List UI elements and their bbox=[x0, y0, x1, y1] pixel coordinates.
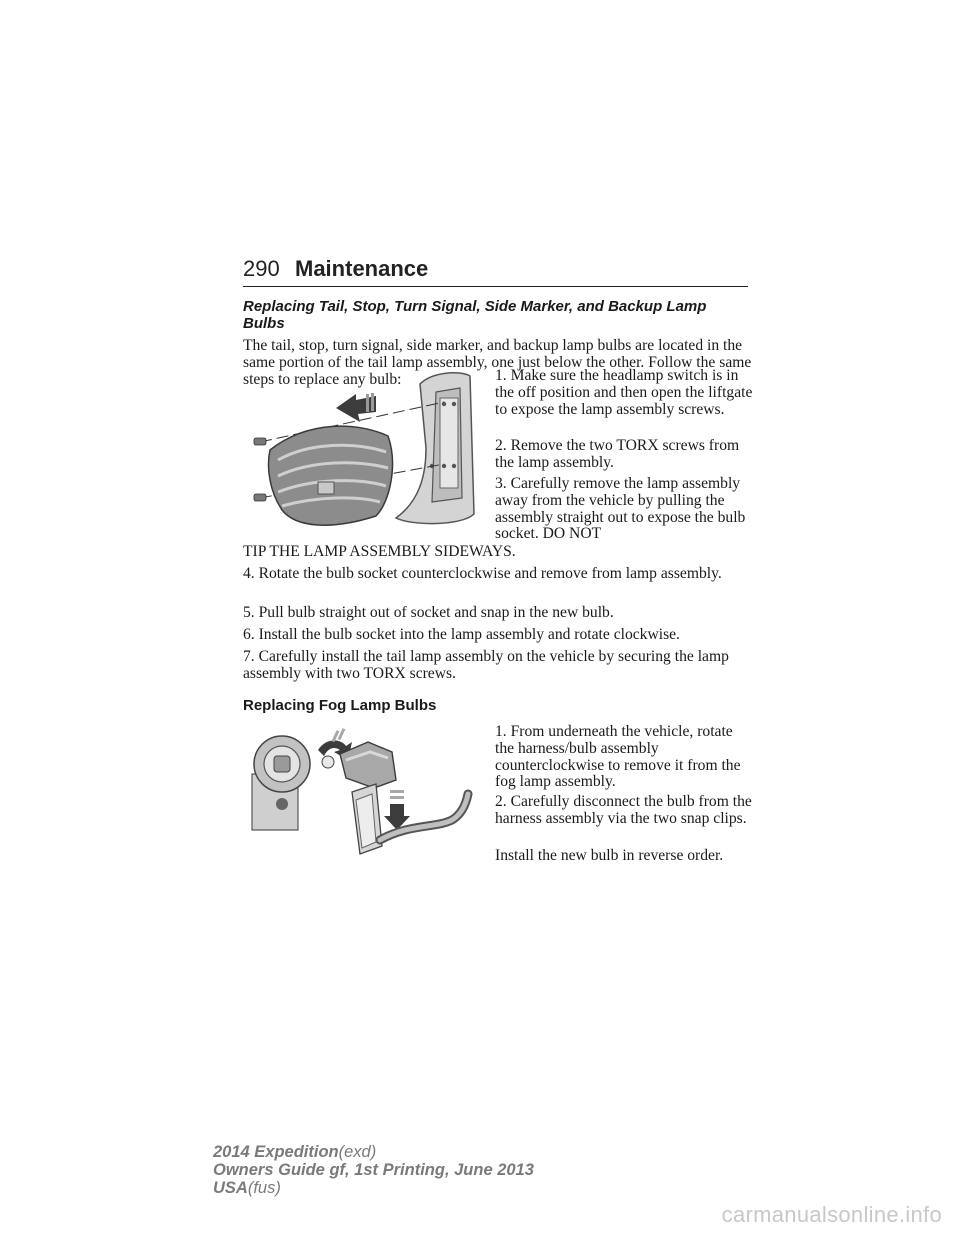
page-number: 290 bbox=[243, 256, 280, 281]
footer-guide: Owners Guide gf, 1st Printing, June 2013 bbox=[213, 1161, 534, 1179]
tail-step-7: 7. Carefully install the tail lamp assembly on the vehicle by securing the lamp assembly with two TORX screws. bbox=[243, 648, 729, 682]
fog-lamp-heading: Replacing Fog Lamp Bulbs bbox=[243, 697, 437, 714]
footer-model-code: (exd) bbox=[338, 1143, 377, 1161]
tail-lamp-illustration bbox=[248, 368, 482, 530]
footer-market: USA bbox=[213, 1179, 248, 1197]
tail-lamp-heading-line2: Bulbs bbox=[243, 315, 285, 332]
footer-line-1 bbox=[213, 1143, 534, 1161]
fog-lamp-illustration bbox=[248, 724, 474, 864]
tail-step-3a: 3. Carefully remove the lamp assembly away from the vehicle by pulling the assembly straight out to expose the bulb socket. DO NOT bbox=[495, 475, 746, 543]
watermark: carmanualsonline.info bbox=[721, 1202, 942, 1227]
tail-lamp-heading bbox=[243, 298, 706, 332]
footer-market-code: (fus) bbox=[247, 1179, 281, 1197]
fog-closing: Install the new bulb in reverse order. bbox=[495, 847, 724, 864]
tail-lamp-intro: The tail, stop, turn signal, side marker, and backup lamp bulbs are located in the same portion of the tail lamp assembly, one just below the other. Follow the same steps to replace any bulb: bbox=[243, 337, 752, 388]
fog-step-1: 1. From underneath the vehicle, rotate the harness/bulb assembly counterclockwise to remove it from the fog lamp assembly. bbox=[495, 723, 741, 791]
tail-step-1: 1. Make sure the headlamp switch is in the off position and then open the liftgate to expose the lamp assembly screws. bbox=[495, 367, 753, 418]
section-title: Maintenance bbox=[295, 256, 429, 281]
tail-step-5: 5. Pull bulb straight out of socket and snap in the new bulb. bbox=[243, 604, 614, 621]
tail-step-6: 6. Install the bulb socket into the lamp assembly and rotate clockwise. bbox=[243, 626, 680, 643]
fog-step-2: 2. Carefully disconnect the bulb from the harness assembly via the two snap clips. bbox=[495, 793, 752, 827]
footer-model: 2014 Expedition bbox=[213, 1143, 339, 1161]
tail-step-3b: TIP THE LAMP ASSEMBLY SIDEWAYS. bbox=[243, 543, 516, 560]
page-header bbox=[243, 256, 748, 287]
footer bbox=[213, 1143, 534, 1197]
tail-step-4: 4. Rotate the bulb socket counterclockwise and remove from lamp assembly. bbox=[243, 565, 722, 582]
footer-line-3 bbox=[213, 1179, 534, 1197]
tail-lamp-heading-line1: Replacing Tail, Stop, Turn Signal, Side Marker, and Backup Lamp bbox=[243, 298, 707, 315]
tail-step-2: 2. Remove the two TORX screws from the lamp assembly. bbox=[495, 437, 740, 471]
